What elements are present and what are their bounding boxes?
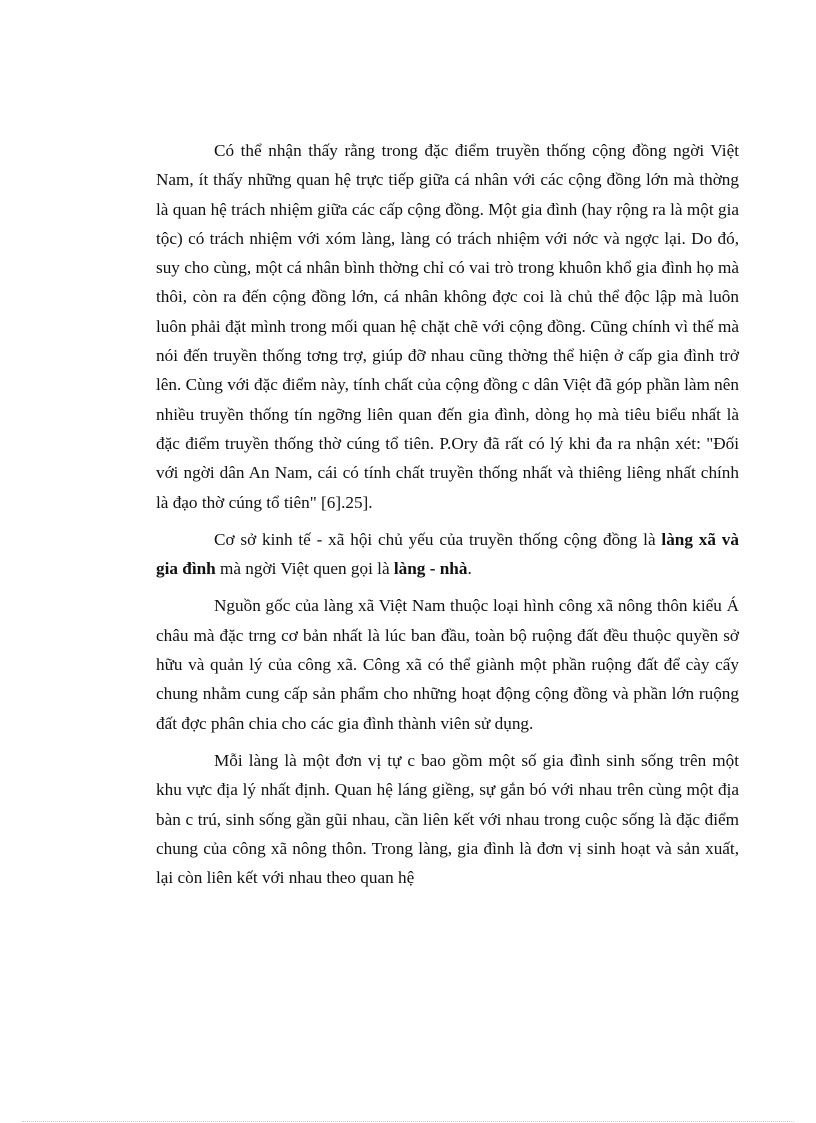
- paragraph-4: Mỗi làng là một đơn vị tự c bao gồm một số gia đình sinh sống trên một khu vực địa lý nhất định. Quan hệ láng giềng, sự gắn bó với nhau trên cùng một địa bàn c trú, sinh sống gần gũi nhau, cần liên kết với nhau trong cuộc sống là đặc điểm chung của công xã nông thôn. Trong làng, gia đình là đơn vị sinh hoạt và sản xuất, lại còn liên kết với nhau theo quan hệ: [156, 750, 739, 888]
- document-body: [156, 136, 739, 900]
- paragraph-2-text-b: mà ngời Việt quen gọi là: [215, 559, 394, 579]
- paragraph-3: Nguồn gốc của làng xã Việt Nam thuộc loại hình công xã nông thôn kiểu Á châu mà đặc trng cơ bản nhất là lúc ban đầu, toàn bộ ruộng đất đều thuộc quyền sở hữu và quản lý của công xã. Công xã có thể giành một phần ruộng đất để cày cấy chung nhằm cung cấp sản phẩm cho những hoạt động cộng đồng và phần lớn ruộng đất đợc phân chia cho các gia đình thành viên sử dụng.: [156, 596, 739, 733]
- paragraph-2-bold-lang-nha: làng - nhà: [393, 559, 468, 579]
- paragraph-2: [156, 525, 739, 584]
- paragraph-2-text-a: Cơ sở kinh tế - xã hội chủ yếu của truyền thống cộng đồng là: [214, 529, 662, 549]
- paragraph-2-bold-lang-xa: làng xã và gia đình: [156, 529, 739, 579]
- page-bottom-rule: [22, 1121, 794, 1122]
- paragraph-1: Có thể nhận thấy rằng trong đặc điểm truyền thống cộng đồng ngời Việt Nam, ít thấy những quan hệ trực tiếp giữa cá nhân với các cộng đồng lớn mà thờng là quan hệ trách nhiệm giữa các cấp cộng đồng. Một gia đình (hay rộng ra là một gia tộc) có trách nhiệm với xóm làng, làng có trách nhiệm với nớc và ngợc lại. Do đó, suy cho cùng, một cá nhân bình thờng chỉ có vai trò trong khuôn khổ gia đình họ mà thôi, còn ra đến cộng đồng lớn, cá nhân không đợc coi là chủ thể độc lập mà luôn luôn phải đặt mình trong mối quan hệ chặt chẽ với cộng đồng. Cũng chính vì thế mà nói đến truyền thống tơng trợ, giúp đỡ nhau cũng thờng thể hiện ở cấp gia đình trở lên. Cùng với đặc điểm này, tính chất của cộng đồng c dân Việt đã góp phần làm nên nhiều truyền thống tín ngỡng liên quan đến gia đình, dòng họ mà tiêu biểu nhất là đặc điểm truyền thống thờ cúng tổ tiên. P.Ory đã rất có lý khi đa ra nhận xét: "Đối với ngời dân An Nam, cái có tính chất truyền thống nhất và thiêng liêng nhất chính là đạo thờ cúng tổ tiên" [6].25].: [156, 141, 739, 512]
- paragraph-2-text-c: .: [467, 559, 472, 579]
